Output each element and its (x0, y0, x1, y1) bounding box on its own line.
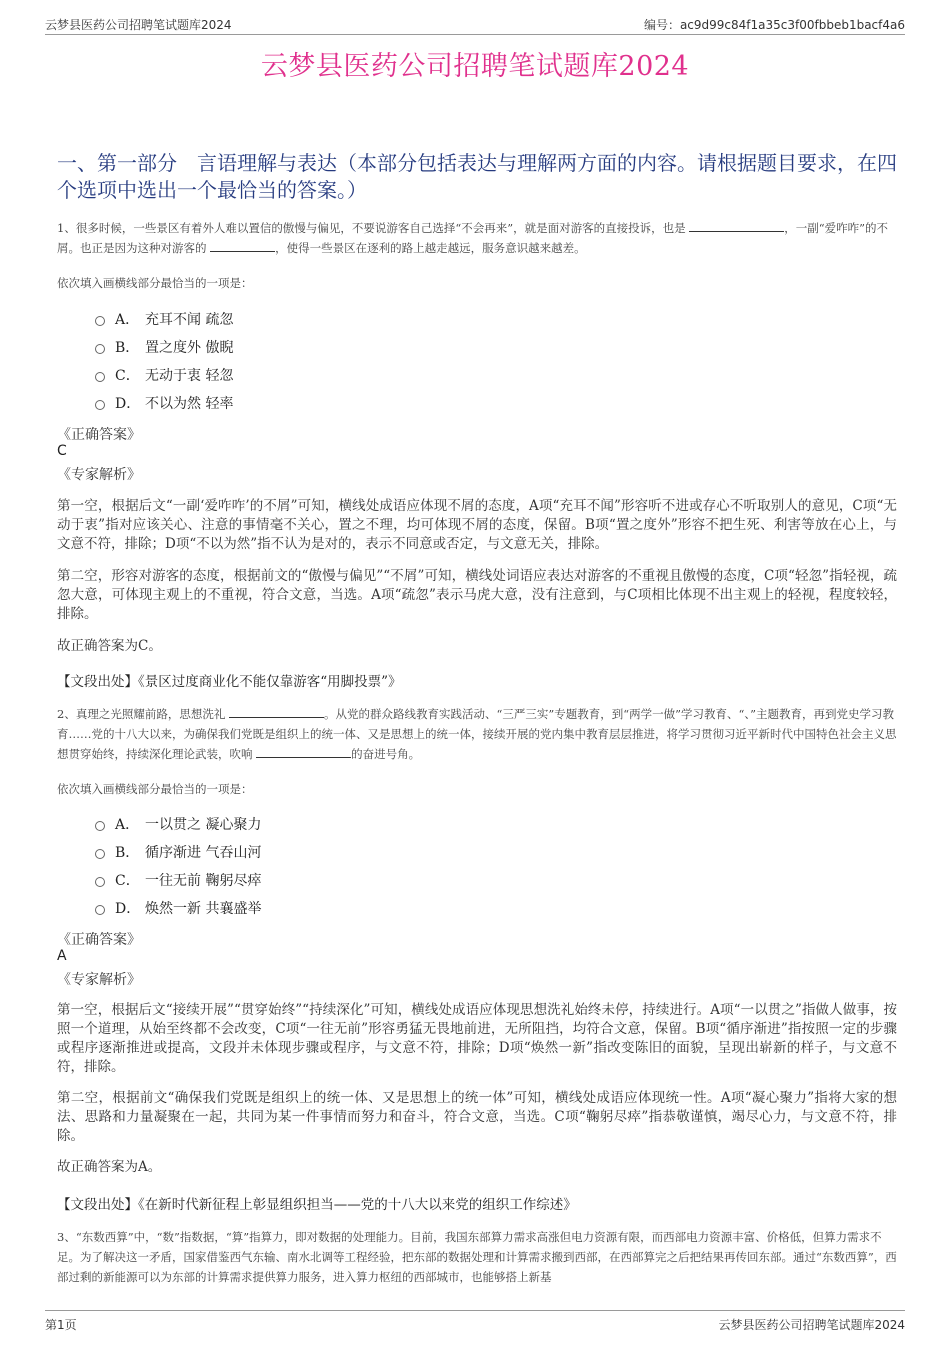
radio-icon[interactable] (95, 877, 105, 887)
analysis-label: 《专家解析》 (57, 467, 141, 483)
radio-icon[interactable] (95, 316, 105, 326)
radio-icon[interactable] (95, 400, 105, 410)
radio-icon[interactable] (95, 905, 105, 915)
radio-icon[interactable] (95, 849, 105, 859)
option-b[interactable]: B． 置之度外 傲睨 (95, 333, 233, 361)
document-title: 云梦县医药公司招聘笔试题库2024 (260, 51, 690, 82)
header-doc-id: 编号：ac9d99c84f1a35c3f00fbbeb1bacf4a6 (643, 18, 905, 32)
question-3-text: 3、“东数西算”中，“数”指数据，“算”指算力，即对数据的处理能力。目前，我国东部算力需求高涨但电力资源有限，而西部电力资源丰富、价格低，但算力需求不足。为了解决这一矛盾，国家借鉴西气东输、南水北调等工程经验，把东部的数据处理和计算需求搬到西部，在西部算完之后把结果再传回东部。通过“东数西算”，西部过剩的新能源可以为东部的计算需求提供算力服务，进入算力枢纽的西部城市，也能够搭上新基 (57, 1230, 897, 1284)
blank-line (689, 219, 784, 232)
analysis-paragraph: 第一空，根据后文“接续开展”“贯穿始终”“持续深化”可知，横线处成语应体现思想洗礼始终未停，持续进行。A项“一以贯之”指做人做事，按照一个道理，从始至终都不会改变，C项“一往无前”形容勇猛无畏地前进，无所阻挡，均符合文意，保留。B项“循序渐进”指按照一定的步骤或程序逐渐推进或提高，文段并未体现步骤或程序，与文意不符，排除；D项“焕然一新”指改变陈旧的面貌，呈现出崭新的样子，与文意不符，排除。 (57, 1002, 897, 1075)
option-c[interactable]: C． 一往无前 鞠躬尽瘁 (95, 866, 261, 894)
blank-line (210, 239, 275, 252)
page-footer (45, 1310, 905, 1333)
source-citation: 【文段出处】《景区过度商业化不能仅靠游客“用脚投票”》 (57, 674, 402, 690)
question-2-prompt: 依次填入画横线部分最恰当的一项是： (57, 782, 253, 796)
question-2-text: 2、真理之光照耀前路，思想洗礼 。从党的群众路线教育实践活动、“三严三实”专题教育，到“两学一做”学习教育、“、”主题教育，再到党史学习教育……党的十八大以来，为确保我们党既是组织上的统一体、又是思想上的统一体，接续开展的党内集中教育层层推进，将学习贯彻习近平新时代中国特色社会主义思想贯穿始终，持续深化理论武装，吹响 的奋进号角。 (57, 707, 897, 761)
answer-label: 《正确答案》 (57, 932, 141, 948)
radio-icon[interactable] (95, 821, 105, 831)
analysis-label: 《专家解析》 (57, 972, 141, 988)
correct-answer: A (57, 948, 67, 964)
option-a[interactable]: A． 充耳不闻 疏忽 (95, 305, 233, 333)
radio-icon[interactable] (95, 344, 105, 354)
option-a[interactable]: A． 一以贯之 凝心聚力 (95, 810, 261, 838)
footer-doc-title: 云梦县医药公司招聘笔试题库2024 (718, 1318, 905, 1332)
question-1-prompt: 依次填入画横线部分最恰当的一项是： (57, 276, 253, 290)
correct-answer: C (57, 443, 67, 459)
option-b[interactable]: B． 循序渐进 气吞山河 (95, 838, 261, 866)
analysis-paragraph: 第一空，根据后文“一副‘爱咋咋’的不屑”可知，横线处成语应体现不屑的态度，A项“充耳不闻”形容听不进或存心不听取别人的意见，C项“无动于衷”指对应该关心、注意的事情毫不关心，置之不理，均可体现不屑的态度，保留。B项“置之度外”形容不把生死、利害等放在心上，与文意不符，排除；D项“不以为然”指不认为是对的，表示不同意或否定，与文意无关，排除。 (57, 498, 897, 552)
question-2-options (95, 810, 261, 922)
question-1-options (95, 305, 233, 417)
analysis-paragraph: 第二空，形容对游客的态度，根据前文的“傲慢与偏见”“不屑”可知，横线处词语应表达对游客的不重视且傲慢的态度，C项“轻忽”指轻视，疏忽大意，可体现主观上的不重视，符合文意，当选。A项“疏忽”表示马虎大意，没有注意到，与C项相比体现不出主观上的轻视，程度较轻，排除。 (57, 568, 897, 622)
page-number: 第1页 (45, 1318, 77, 1332)
radio-icon[interactable] (95, 372, 105, 382)
option-d[interactable]: D． 焕然一新 共襄盛举 (95, 894, 261, 922)
answer-label: 《正确答案》 (57, 427, 141, 443)
section-title: 一、第一部分 言语理解与表达（本部分包括表达与理解两方面的内容。请根据题目要求，在四个选项中选出一个最恰当的答案。） (57, 151, 897, 202)
option-d[interactable]: D． 不以为然 轻率 (95, 389, 233, 417)
header-doc-title: 云梦县医药公司招聘笔试题库2024 (45, 18, 232, 32)
analysis-conclusion: 故正确答案为A。 (57, 1159, 162, 1175)
option-c[interactable]: C． 无动于衷 轻忽 (95, 361, 233, 389)
analysis-conclusion: 故正确答案为C。 (57, 638, 162, 654)
page-header (45, 14, 905, 35)
source-citation: 【文段出处】《在新时代新征程上彰显组织担当——党的十八大以来党的组织工作综述》 (57, 1197, 577, 1213)
question-1-text: 1、很多时候，一些景区有着外人难以置信的傲慢与偏见，不要说游客自己选择“不会再来”，就是面对游客的直接投诉，也是 ，一副“爱咋咋”的不屑。也正是因为这种对游客的 ，使得一些景区在逐利的路上越走越远，服务意识越来越差。 (57, 221, 888, 255)
analysis-paragraph: 第二空，根据前文“确保我们党既是组织上的统一体、又是思想上的统一体”可知，横线处成语应体现统一性。A项“凝心聚力”指将大家的想法、思路和力量凝聚在一起，共同为某一件事情而努力和奋斗，符合文意，当选。C项“鞠躬尽瘁”指恭敬谨慎，竭尽心力，与文意不符，排除。 (57, 1090, 897, 1144)
blank-line (256, 745, 351, 758)
blank-line (229, 705, 324, 718)
